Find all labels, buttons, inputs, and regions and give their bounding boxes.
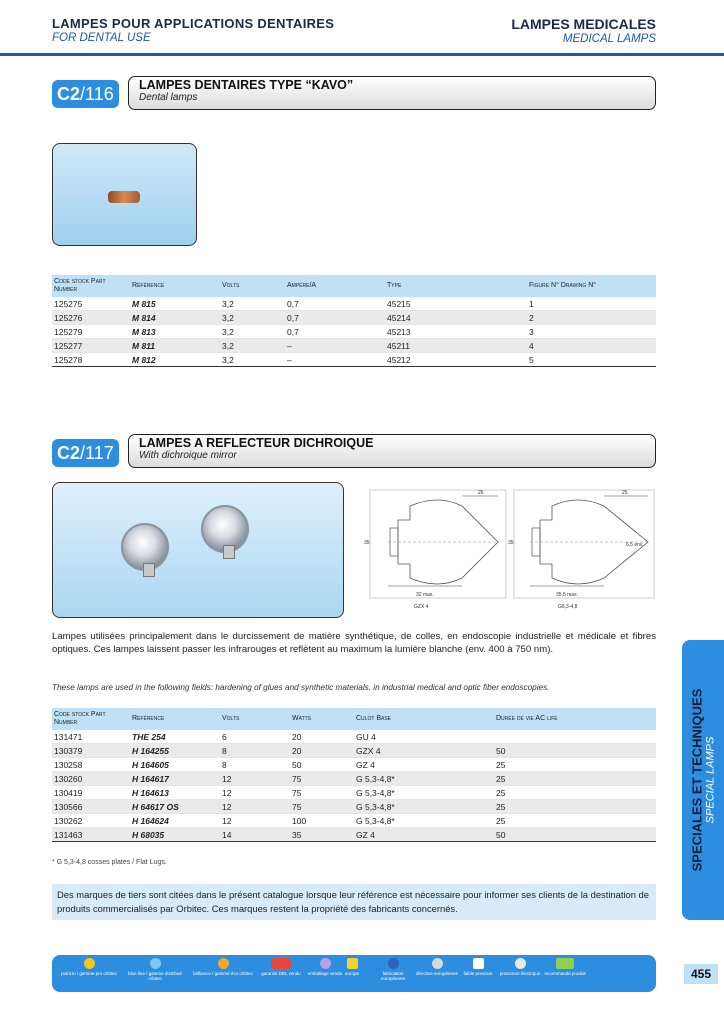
bottom-icon-label: fabrication européenne (380, 971, 406, 981)
cell-type: 45212 (385, 353, 527, 367)
cell-code: 131471 (52, 730, 130, 744)
cell-base: GU 4 (354, 730, 494, 744)
cell-volts: 3,2 (220, 297, 285, 311)
cell-ref: H 68035 (130, 828, 220, 842)
cell-volts: 14 (220, 828, 290, 842)
cell-volts: 8 (220, 758, 290, 772)
cell-code: 125278 (52, 353, 130, 367)
table-header-row (52, 275, 656, 297)
section2-subtitle: With dichroique mirror (139, 450, 237, 461)
cell-watts: 100 (290, 814, 354, 828)
cell-watts: 75 (290, 772, 354, 786)
description-fr: Lampes utilisées principalement dans le durcissement de matière synthétique, de colles, en endoscopie industrielle et médicale et fibres optiques. Ces lampes laissent passer les infrarouges et reflètent au maximum la lumière blanche (env. 400 à 750 nm). (52, 631, 656, 655)
cell-code: 130566 (52, 800, 130, 814)
table-row (52, 828, 656, 842)
cell-watts: 20 (290, 744, 354, 758)
european-directive-icon (432, 958, 443, 969)
bottom-icon-item (58, 958, 120, 976)
section2-code (52, 439, 119, 467)
col-header: Volts (220, 275, 285, 297)
cell-figure: 1 (527, 297, 656, 311)
dim-26: 26 (478, 490, 484, 496)
cell-base: GZX 4 (354, 744, 494, 758)
section1-code-prefix: C2 (57, 84, 81, 104)
header-right (511, 16, 656, 45)
side-tab-title: SPECIALES ET TECHNIQUES (689, 688, 705, 872)
cell-watts: 50 (290, 758, 354, 772)
section2-code-num: /117 (80, 443, 114, 463)
dim-35-right: 35 (508, 540, 514, 546)
low-pressure-icon (473, 958, 484, 969)
cell-base: G 5,3-4,8* (354, 800, 494, 814)
table-footnote: * G 5,3-4,8 cosses plates / Flat Lugs. (52, 859, 167, 866)
section2-title-box (128, 434, 656, 468)
dental-lamp-photo (52, 143, 197, 246)
bottom-icon-label: recommandé produit (544, 971, 586, 976)
cell-amp: 0,7 (285, 297, 385, 311)
cell-ref: H 164617 (130, 772, 220, 786)
cell-life: 25 (494, 800, 656, 814)
cell-life: 25 (494, 786, 656, 800)
trademark-note: Des marques de tiers sont citées dans le présent catalogue lorsque leur référence est nécessaire pour informer ses clients de la destination de produits commercialisés par Orbitec. Ces marques restent la propriété des fabricants concernés. (52, 884, 656, 920)
description-en: These lamps are used in the following fields: hardening of glues and synthetic materials, in industrial medical and optic fiber endoscopies. (52, 683, 550, 692)
table-row (52, 758, 656, 772)
cell-ref: H 164624 (130, 814, 220, 828)
cell-ref: M 811 (130, 339, 220, 353)
cell-figure: 3 (527, 325, 656, 339)
section2-code-prefix: C2 (57, 443, 81, 463)
cell-type: 45215 (385, 297, 527, 311)
col-header: Référence (130, 275, 220, 297)
table-row (52, 730, 656, 744)
bottom-icon-item (332, 958, 372, 976)
header-left-title: LAMPES POUR APPLICATIONS DENTAIRES (52, 16, 335, 31)
col-header: Figure N° Drawing N° (527, 275, 656, 297)
cell-volts: 6 (220, 730, 290, 744)
lamp-base (223, 545, 235, 559)
table-row (52, 339, 656, 353)
cell-code: 125276 (52, 311, 130, 325)
side-tab-text (690, 689, 717, 872)
brilliance-icon (218, 958, 229, 969)
bottom-icon-item (542, 958, 588, 976)
table-row (52, 325, 656, 339)
bottom-icon-label: faible pression (463, 971, 493, 976)
table-header-row (52, 708, 656, 730)
cell-base: GZ 4 (354, 758, 494, 772)
cell-type: 45211 (385, 339, 527, 353)
table-row (52, 800, 656, 814)
bottom-icon-item (456, 958, 500, 976)
cell-code: 125275 (52, 297, 130, 311)
cell-watts: 75 (290, 786, 354, 800)
cell-ref: M 814 (130, 311, 220, 325)
dim-65: 6,5 env. (626, 542, 644, 548)
led-icon (271, 958, 291, 969)
dichroic-lamp-image (121, 523, 169, 571)
cell-figure: 4 (527, 339, 656, 353)
cell-volts: 12 (220, 800, 290, 814)
blue-line-icon (150, 958, 161, 969)
cell-figure: 2 (527, 311, 656, 325)
cell-amp: – (285, 353, 385, 367)
col-header: Type (385, 275, 527, 297)
cell-life: 25 (494, 772, 656, 786)
section1-table (52, 275, 656, 367)
col-header: Référence (130, 708, 220, 730)
technical-drawing (358, 486, 658, 614)
table-row (52, 311, 656, 325)
bottom-icon-label: point in / gamme pro orbitec (61, 971, 117, 976)
dichroic-lamp-image (201, 505, 249, 553)
cell-code: 125279 (52, 325, 130, 339)
cell-amp: 0,7 (285, 325, 385, 339)
cell-volts: 8 (220, 744, 290, 758)
cell-volts: 3,2 (220, 339, 285, 353)
side-tab-subtitle: SPECIAL LAMPS (704, 736, 717, 824)
col-header: Ampère/A (285, 275, 385, 297)
dim-32: 32 max. (416, 592, 434, 598)
bottom-icon-label: europe (344, 971, 359, 976)
bottom-icon-item (124, 958, 186, 981)
section1-code (52, 80, 119, 108)
table-row (52, 353, 656, 367)
header-left-subtitle: FOR DENTAL USE (52, 32, 151, 44)
col-header: Code stock Part Number (52, 275, 130, 297)
section1-code-num: /116 (80, 84, 114, 104)
col-header: Culot Base (354, 708, 494, 730)
table-row (52, 786, 656, 800)
cell-volts: 12 (220, 772, 290, 786)
cell-code: 130379 (52, 744, 130, 758)
bottom-icon-label: garantie DEL vendu (261, 971, 301, 976)
bottom-icon-label: blue line / gamme distribué orbitec (128, 971, 182, 981)
drawing-label-right: G6,3-4,8 (558, 604, 578, 610)
cell-figure: 5 (527, 353, 656, 367)
cell-life: 50 (494, 744, 656, 758)
table-row (52, 297, 656, 311)
col-header: Volts (220, 708, 290, 730)
cell-watts: 75 (290, 800, 354, 814)
page-number: 455 (684, 964, 718, 984)
cell-ref: M 812 (130, 353, 220, 367)
bottom-icon-item (498, 958, 542, 976)
bottom-icon-label: emballage vendu (307, 971, 343, 976)
europe-icon (347, 958, 358, 969)
cell-amp: – (285, 339, 385, 353)
cell-life: 50 (494, 828, 656, 842)
cell-code: 130419 (52, 786, 130, 800)
header-rule (0, 53, 724, 56)
point-in-icon (84, 958, 95, 969)
header-right-subtitle: MEDICAL LAMPS (562, 33, 656, 45)
cell-base: G 5,3-4,8* (354, 814, 494, 828)
bottom-icon-label: protection électrique (499, 971, 541, 976)
cell-code: 130260 (52, 772, 130, 786)
bottom-icon-item (370, 958, 416, 981)
cell-type: 45214 (385, 311, 527, 325)
cell-volts: 12 (220, 786, 290, 800)
cell-life: 25 (494, 814, 656, 828)
dental-lamp-image (108, 191, 140, 203)
cell-volts: 3,2 (220, 311, 285, 325)
section1-subtitle: Dental lamps (139, 92, 198, 103)
cell-code: 131463 (52, 828, 130, 842)
cell-type: 45213 (385, 325, 527, 339)
cell-ref: H 164605 (130, 758, 220, 772)
cell-ref: H 164613 (130, 786, 220, 800)
bottom-icon-item (414, 958, 460, 976)
cell-watts: 35 (290, 828, 354, 842)
dim-355: 35,5 max. (556, 592, 578, 598)
section1-title: LAMPES DENTAIRES TYPE “KAVO” (139, 78, 354, 92)
table-row (52, 744, 656, 758)
cell-life (494, 730, 656, 744)
section1-title-box (128, 76, 656, 110)
cell-life: 25 (494, 758, 656, 772)
cell-ref: H 164255 (130, 744, 220, 758)
cell-volts: 3,2 (220, 353, 285, 367)
section2-title: LAMPES A REFLECTEUR DICHROIQUE (139, 436, 374, 450)
drawing-frame-left (370, 490, 506, 598)
cell-ref: THE 254 (130, 730, 220, 744)
header-right-title: LAMPES MEDICALES (511, 16, 656, 32)
cell-ref: M 813 (130, 325, 220, 339)
col-header: Durée de vie AC life (494, 708, 656, 730)
cell-watts: 20 (290, 730, 354, 744)
cell-base: G 5,3-4,8* (354, 772, 494, 786)
european-manufacturing-icon (388, 958, 399, 969)
table-row (52, 772, 656, 786)
cell-base: G 5,3-4,8* (354, 786, 494, 800)
recommended-product-icon (556, 958, 574, 969)
dim-25: 25 (622, 490, 628, 496)
dichroic-lamp-photo (52, 482, 344, 618)
cell-code: 130258 (52, 758, 130, 772)
header-left (52, 16, 334, 44)
cell-base: GZ 4 (354, 828, 494, 842)
cell-volts: 3,2 (220, 325, 285, 339)
col-header: Watts (290, 708, 354, 730)
cell-amp: 0,7 (285, 311, 385, 325)
cell-code: 130262 (52, 814, 130, 828)
lamp-base (143, 563, 155, 577)
bottom-icon-label: brilliance / gamme éco orbitec (193, 971, 253, 976)
cell-volts: 12 (220, 814, 290, 828)
table-row (52, 814, 656, 828)
section2-table (52, 708, 656, 842)
col-header: Code stock Part Number (52, 708, 130, 730)
dim-35-left: 35 (364, 540, 370, 546)
cell-code: 125277 (52, 339, 130, 353)
electric-protection-icon (515, 958, 526, 969)
drawing-label-left: GZX 4 (414, 604, 429, 610)
cell-ref: H 64617 OS (130, 800, 220, 814)
cell-ref: M 815 (130, 297, 220, 311)
bottom-icon-label: directive européenne (415, 971, 459, 976)
bottom-icon-item (192, 958, 254, 976)
packaging-icon (320, 958, 331, 969)
bottom-icon-bar (52, 955, 656, 992)
